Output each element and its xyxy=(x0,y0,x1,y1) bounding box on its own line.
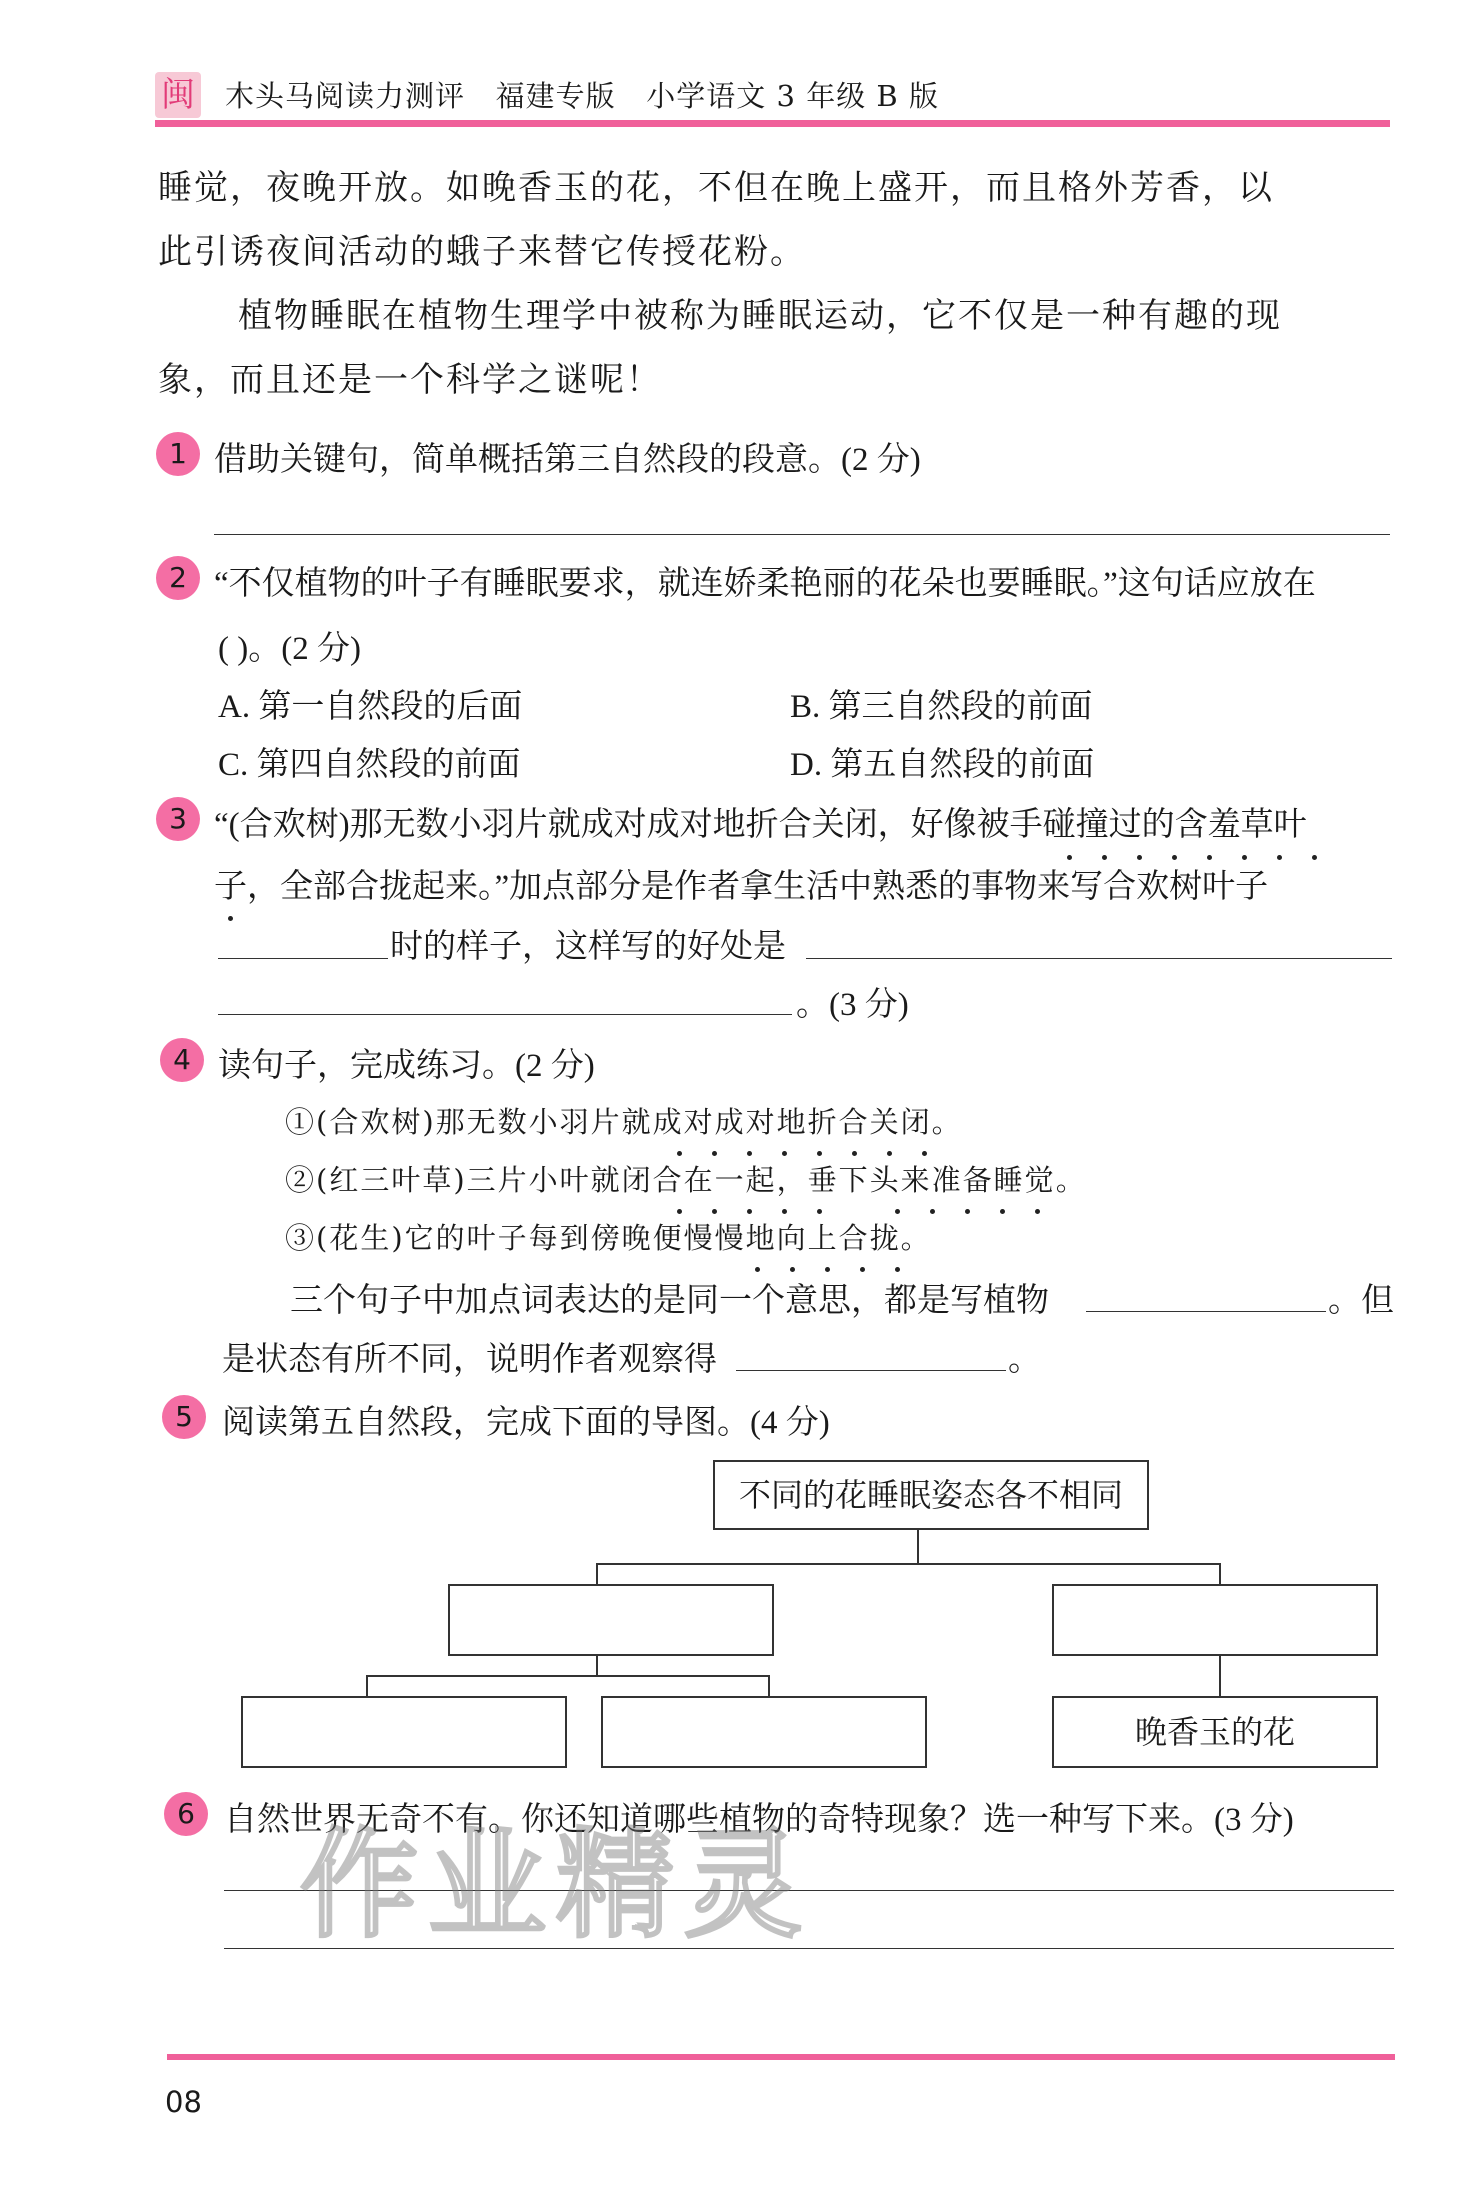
region-logo-icon: 闽 xyxy=(155,72,201,118)
header-rule xyxy=(155,120,1390,127)
q3-blank-2[interactable] xyxy=(806,958,1392,959)
q4-s1-dotted: 成对成对地折合关闭 xyxy=(652,1105,932,1139)
question-number-4: 4 xyxy=(160,1038,204,1082)
q1-answer-line[interactable] xyxy=(214,534,1390,535)
q3-text-line-4: 。(3 分) xyxy=(796,987,909,1023)
mindmap-connector xyxy=(366,1675,368,1697)
mindmap-connector xyxy=(596,1656,598,1676)
question-number-6: 6 xyxy=(164,1792,208,1836)
q4-s2-end: 。 xyxy=(1055,1163,1087,1197)
q4-s2-dots xyxy=(662,1199,1162,1205)
mindmap-leaf-box-1[interactable] xyxy=(241,1696,567,1768)
q4-s3-dots xyxy=(740,1257,1000,1263)
q6-text: 自然世界无奇不有。你还知道哪些植物的奇特现象？选一种写下来。(3 分) xyxy=(224,1802,1294,1838)
q4-blank-1[interactable] xyxy=(1086,1311,1326,1312)
q4-sentence-2 xyxy=(285,1158,1087,1199)
q3-emphasis-dots-2 xyxy=(214,906,254,912)
q3-text-line-1 xyxy=(214,798,1307,845)
q4-s3-dotted: 慢慢地向上合拢 xyxy=(683,1221,901,1255)
q3-line2-dotted: 子 xyxy=(214,869,247,905)
q2-option-c[interactable]: C. 第四自然段的前面 xyxy=(218,747,521,783)
mindmap-connector xyxy=(596,1563,1220,1565)
q3-emphasis-dots-1 xyxy=(1052,845,1392,851)
q4-s1-plain: ①(合欢树)那无数小羽片就 xyxy=(285,1105,653,1139)
q4-s1-dots xyxy=(662,1141,982,1147)
mindmap-connector xyxy=(366,1675,770,1677)
question-number-2: 2 xyxy=(156,556,200,600)
q2-option-b[interactable]: B. 第三自然段的前面 xyxy=(790,689,1093,725)
q4-sentence-1 xyxy=(285,1100,963,1141)
passage-line-3: 植物睡眠在植物生理学中被称为睡眠运动，它不仅是一种有趣的现 xyxy=(238,296,1282,336)
q4-s2-dotted-2: 垂下头来准备睡觉 xyxy=(807,1163,1056,1197)
q2-text-line-2: ( )。(2 分) xyxy=(218,631,361,667)
question-number-5: 5 xyxy=(162,1395,206,1439)
mindmap-connector xyxy=(596,1563,598,1585)
mindmap-connector xyxy=(768,1675,770,1697)
passage-line-4: 象，而且还是一个科学之谜呢！ xyxy=(158,360,662,400)
q5-text: 阅读第五自然段，完成下面的导图。(4 分) xyxy=(222,1405,830,1441)
mindmap-root-box xyxy=(713,1460,1149,1530)
q4-s3-plain: ③(花生)它的叶子每到傍晚便 xyxy=(285,1221,684,1255)
q3-text-line-2 xyxy=(214,860,1268,907)
q4-s2-plain: ②(红三叶草)三片小叶就 xyxy=(285,1163,622,1197)
q4-s1-end: 。 xyxy=(931,1105,963,1139)
watermark: 作业精灵 xyxy=(300,1816,813,1954)
q3-line2-plain: ，全部合拢起来。”加点部分是作者拿生活中熟悉的事物来写合欢树叶子 xyxy=(247,869,1269,905)
q4-sentence-3 xyxy=(285,1216,932,1257)
mindmap-leaf-box-3 xyxy=(1052,1696,1378,1768)
mindmap-leaf-box-2[interactable] xyxy=(601,1696,927,1768)
q4-text-line-4-end: 。但 xyxy=(1328,1283,1394,1319)
q3-blank-1[interactable] xyxy=(218,958,388,959)
q4-s2-dotted-1: 闭合在一起 xyxy=(621,1163,777,1197)
q3-line1-plain: “(合欢树)那无数小羽片就成对成对地折合关闭，好像 xyxy=(214,807,977,843)
q3-blank-3[interactable] xyxy=(218,1014,792,1015)
page-number: 08 xyxy=(165,2085,202,2119)
book-title: 木头马阅读力测评 福建专版 小学语文 3 年级 B 版 xyxy=(225,79,939,113)
question-number-3: 3 xyxy=(156,797,200,841)
q2-option-a[interactable]: A. 第一自然段的后面 xyxy=(218,689,523,725)
q3-line1-dotted: 被手碰撞过的含羞草叶 xyxy=(976,807,1307,843)
mindmap-connector xyxy=(917,1530,919,1564)
q3-text-line-3: 时的样子，这样写的好处是 xyxy=(390,929,786,965)
q2-option-d[interactable]: D. 第五自然段的前面 xyxy=(790,747,1095,783)
footer-rule xyxy=(167,2054,1395,2060)
mindmap-connector xyxy=(1219,1563,1221,1585)
passage-line-1: 睡觉，夜晚开放。如晚香玉的花，不但在晚上盛开，而且格外芳香，以 xyxy=(158,168,1274,208)
q4-s2-comma: ， xyxy=(776,1163,808,1197)
q2-text-line-1: “不仅植物的叶子有睡眠要求，就连娇柔艳丽的花朵也要睡眠。”这句话应放在 xyxy=(214,566,1316,602)
mindmap-left-branch-box[interactable] xyxy=(448,1584,774,1656)
question-number-1: 1 xyxy=(156,432,200,476)
mindmap-right-branch-box[interactable] xyxy=(1052,1584,1378,1656)
passage-line-2: 此引诱夜间活动的蛾子来替它传授花粉。 xyxy=(158,232,806,272)
q4-s3-end: 。 xyxy=(900,1221,932,1255)
q4-text: 读句子，完成练习。(2 分) xyxy=(218,1048,595,1084)
mindmap-leaf-label: 晚香玉的花 xyxy=(1134,1714,1295,1750)
mindmap-connector xyxy=(1219,1656,1221,1696)
mindmap-root-label: 不同的花睡眠姿态各不相同 xyxy=(738,1477,1123,1513)
q4-text-line-5: 是状态有所不同，说明作者观察得 xyxy=(222,1342,717,1378)
q4-text-line-5-end: 。 xyxy=(1008,1342,1041,1378)
q4-blank-2[interactable] xyxy=(736,1370,1006,1371)
q1-text: 借助关键句，简单概括第三自然段的段意。(2 分) xyxy=(214,442,921,478)
q4-text-line-4: 三个句子中加点词表达的是同一个意思，都是写植物 xyxy=(290,1283,1049,1319)
